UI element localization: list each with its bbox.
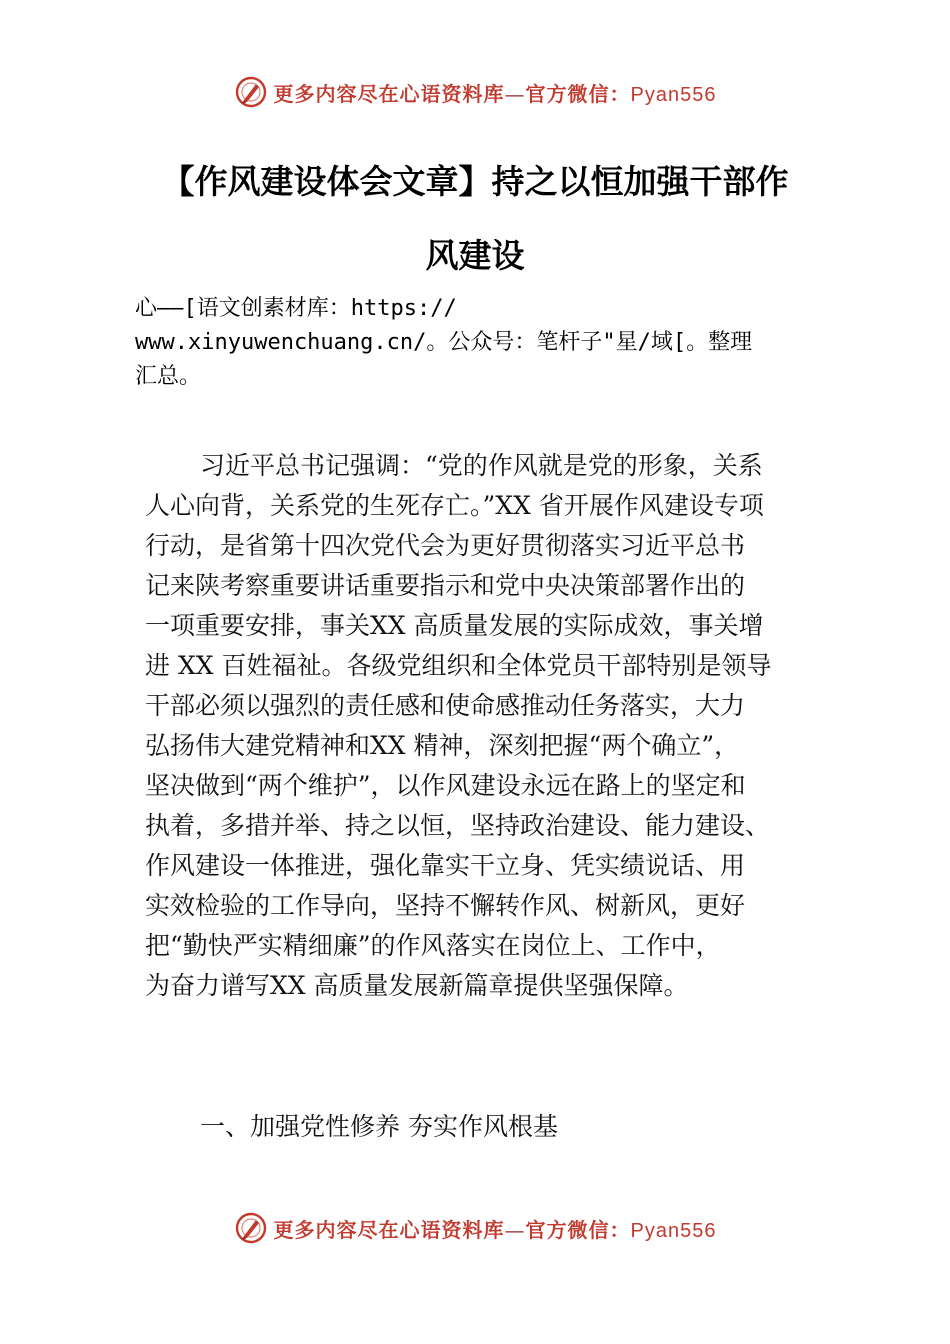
banner-brand: 更多内容尽在心语资料库 [273, 1217, 505, 1242]
banner-wechat-label: 官方微信： [525, 1217, 631, 1242]
paragraph-line: 进 XX 百姓福祉。各级党组织和全体党员干部特别是领导 [145, 651, 772, 680]
banner-wechat-id: Pyan556 [630, 83, 717, 106]
paragraph-line: 人心向背，关系党的生死存亡。”XX 省开展作风建设专项 [145, 491, 764, 520]
paragraph-line: 一项重要安排，事关XX 高质量发展的实际成效，事关增 [145, 611, 764, 640]
banner-brand: 更多内容尽在心语资料库 [273, 81, 505, 106]
banner-wechat-label: 官方微信： [525, 81, 631, 106]
paragraph-line: 弘扬伟大建党精神和XX 精神，深刻把握“两个确立”， [145, 731, 740, 760]
paragraph-line: 实效检验的工作导向，坚持不懈转作风、树新风，更好 [145, 891, 746, 920]
banner-wechat-id: Pyan556 [630, 1219, 717, 1242]
paragraph-line: 把“勤快严实精细廉”的作风落实在岗位上、工作中， [145, 931, 721, 960]
source-note-line-2: www.xinyuwenchuang.cn/。公众号：笔杆子"星/域[。整理 [135, 330, 753, 355]
page-title-line-1: 【作风建设体会文章】持之以恒加强干部作 [161, 162, 789, 201]
paragraph-line: 行动，是省第十四次党代会为更好贯彻落实习近平总书 [145, 531, 746, 560]
banner-dash: — [504, 81, 526, 106]
pen-nib-circle-icon [234, 1211, 268, 1245]
banner-dash: — [504, 1217, 526, 1242]
paragraph-line: 记来陕考察重要讲话重要指示和党中央决策部署作出的 [145, 571, 746, 600]
footer-banner [0, 1208, 950, 1248]
source-note-line-1: 心——[语文创素材库：https:// [135, 296, 457, 321]
header-banner [0, 72, 950, 112]
paragraph-line: 习近平总书记强调：“党的作风就是党的形象，关系 [200, 451, 763, 480]
pen-nib-circle-icon [234, 75, 268, 109]
paragraph-line: 作风建设一体推进，强化靠实干立身、凭实绩说话、用 [145, 851, 746, 880]
banner-text [274, 78, 717, 107]
paragraph-line: 坚决做到“两个维护”，以作风建设永远在路上的坚定和 [145, 771, 746, 800]
banner-text [274, 1214, 717, 1243]
page-title-line-2: 风建设 [425, 236, 525, 275]
paragraph-line: 执着，多措并举、持之以恒，坚持政治建设、能力建设、 [145, 811, 771, 840]
source-note-line-3: 汇总。 [135, 364, 202, 389]
section-heading-1: 一、加强党性修养 夯实作风根基 [200, 1112, 558, 1141]
paragraph-line: 为奋力谱写XX 高质量发展新篇章提供坚强保障。 [145, 971, 689, 1000]
paragraph-line: 干部必须以强烈的责任感和使命感推动任务落实，大力 [145, 691, 746, 720]
